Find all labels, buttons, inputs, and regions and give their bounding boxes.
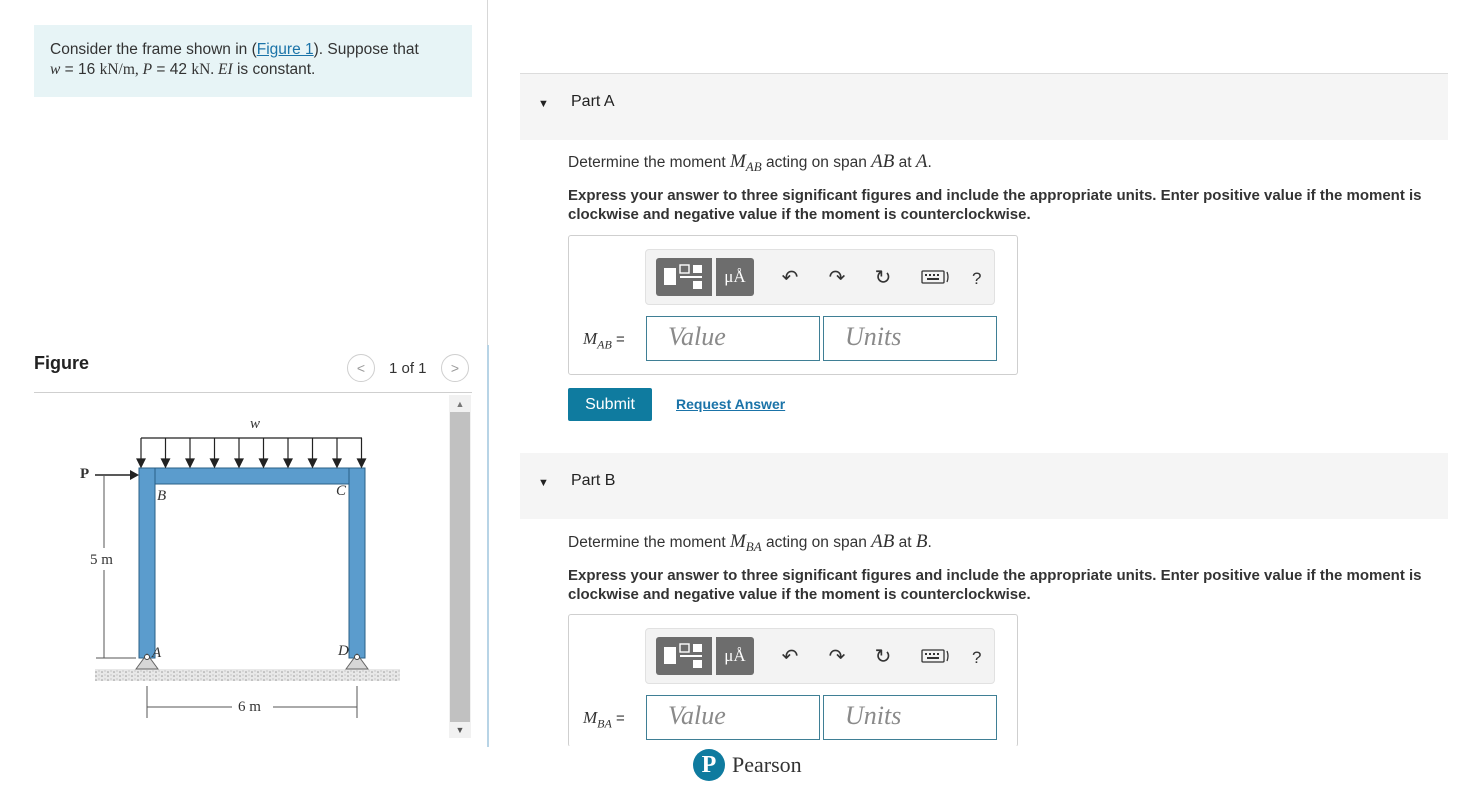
problem-line-1 — [50, 40, 456, 60]
next-figure-button[interactable] — [441, 354, 469, 382]
caret-down-icon: ▼ — [538, 477, 549, 489]
scroll-down-icon[interactable]: ▼ — [455, 724, 465, 735]
panel-resize-handle[interactable] — [487, 345, 489, 747]
beam-bc — [139, 468, 365, 484]
moment-symbol: M — [729, 151, 746, 172]
load-arrowhead — [235, 459, 243, 467]
templates-icon[interactable] — [656, 258, 712, 296]
pearson-logo — [693, 749, 802, 781]
pearson-mark-icon: P — [693, 749, 725, 781]
load-arrowhead — [211, 459, 219, 467]
part-a-instructions: Express your answer to three significant figures and include the appropriate units. Enter positive value if the moment is clockwise and negative value if the moment is counterclockwise. — [568, 187, 1422, 223]
redo-icon[interactable]: ↷ — [828, 645, 846, 668]
part-a-question — [568, 151, 932, 175]
part-b-value-input[interactable]: Value — [646, 695, 820, 740]
problem-text: ). Suppose that — [313, 41, 419, 58]
variable-symbol: M — [583, 708, 598, 727]
question-text: Determine the moment — [568, 534, 730, 551]
column-ab — [139, 468, 155, 658]
frame-figure — [70, 398, 415, 728]
span-symbol: AB — [871, 151, 895, 172]
point-symbol: B — [915, 531, 928, 552]
help-icon[interactable]: ? — [972, 648, 982, 667]
figure-pager-count: 1 of 1 — [389, 360, 427, 377]
templates-icon[interactable] — [656, 637, 712, 675]
equals-sign: = — [611, 710, 625, 727]
equals-sign: = — [611, 331, 625, 348]
reset-icon[interactable]: ↻ — [874, 645, 892, 668]
span-label: 6 m — [238, 699, 261, 715]
figure-heading: Figure — [34, 353, 90, 373]
scroll-up-icon[interactable]: ▲ — [455, 398, 465, 409]
pearson-wordmark: Pearson — [732, 752, 802, 777]
submit-button[interactable]: Submit — [568, 388, 652, 421]
part-b-variable-label — [583, 708, 625, 731]
joint-label-d: D — [338, 643, 349, 659]
load-arrowhead — [309, 459, 317, 467]
question-text: acting on span — [761, 534, 872, 551]
question-text: at — [894, 154, 916, 171]
viewport-cutoff — [500, 746, 1460, 804]
point-load-p — [95, 470, 139, 480]
question-text: Determine the moment — [568, 154, 730, 171]
part-b-toolbar — [645, 628, 995, 684]
joint-label-c: C — [336, 483, 347, 499]
units-icon[interactable]: μÅ — [716, 258, 754, 296]
point-symbol: A — [915, 151, 928, 172]
part-a-value-input[interactable]: Value — [646, 316, 820, 361]
p-symbol: P — [142, 61, 153, 78]
keyboard-icon[interactable] — [921, 266, 951, 288]
previous-figure-button[interactable] — [347, 354, 375, 382]
undo-icon[interactable]: ↶ — [781, 266, 799, 289]
question-text: . — [927, 154, 932, 171]
variable-symbol: M — [583, 329, 598, 348]
moment-subscript: AB — [745, 159, 762, 175]
moment-symbol: M — [729, 531, 746, 552]
joint-label-b: B — [157, 488, 167, 504]
part-b-header[interactable] — [520, 453, 1448, 519]
load-arrowhead — [358, 459, 366, 467]
units-icon[interactable]: μÅ — [716, 637, 754, 675]
column-cd — [349, 468, 365, 658]
problem-text: is constant. — [232, 61, 316, 78]
chevron-right-icon: > — [450, 360, 460, 376]
p-unit: kN. — [191, 61, 219, 78]
part-a-title: Part A — [571, 93, 615, 110]
load-arrowhead — [260, 459, 268, 467]
variable-subscript: AB — [597, 337, 612, 352]
help-icon[interactable]: ? — [972, 269, 982, 288]
problem-line-2 — [50, 60, 456, 80]
request-answer-link[interactable]: Request Answer — [676, 396, 786, 412]
redo-icon[interactable]: ↷ — [828, 266, 846, 289]
load-arrowhead — [162, 459, 170, 467]
height-label: 5 m — [90, 552, 113, 568]
w-value: = 16 — [60, 61, 100, 78]
caret-down-icon: ▼ — [538, 98, 549, 110]
panel-divider — [487, 0, 488, 345]
chevron-left-icon: < — [356, 360, 366, 376]
load-label: w — [250, 416, 261, 432]
figure-divider — [34, 392, 472, 393]
force-label: P — [80, 466, 90, 482]
undo-icon[interactable]: ↶ — [781, 645, 799, 668]
figure-scrollbar-thumb[interactable] — [450, 412, 470, 722]
load-arrowhead — [137, 459, 145, 467]
problem-statement — [34, 25, 472, 97]
ground — [95, 669, 400, 681]
part-a-units-input[interactable]: Units — [823, 316, 997, 361]
reset-icon[interactable]: ↻ — [874, 266, 892, 289]
part-b-instructions: Express your answer to three significant figures and include the appropriate units. Enter positive value if the moment is clockwise and negative value if the moment is counterclockwise. — [568, 567, 1422, 603]
part-b-title: Part B — [571, 472, 616, 489]
problem-text: Consider the frame shown in ( — [50, 41, 257, 58]
p-value: = 42 — [152, 61, 192, 78]
keyboard-icon[interactable] — [921, 645, 951, 667]
w-symbol: w — [50, 61, 61, 78]
load-arrowhead — [186, 459, 194, 467]
distributed-load — [137, 438, 366, 467]
part-b-units-input[interactable]: Units — [823, 695, 997, 740]
question-text: at — [894, 534, 916, 551]
load-arrowhead — [284, 459, 292, 467]
w-unit: kN/m, — [99, 61, 143, 78]
load-arrowhead — [333, 459, 341, 467]
question-text: . — [927, 534, 932, 551]
part-b-question — [568, 531, 932, 555]
span-symbol: AB — [871, 531, 895, 552]
ei-symbol: EI — [218, 61, 233, 78]
figure-link[interactable]: Figure 1 — [256, 41, 314, 58]
question-text: acting on span — [761, 154, 872, 171]
joint-label-a: A — [152, 645, 162, 661]
variable-subscript: BA — [597, 716, 612, 731]
part-a-toolbar — [645, 249, 995, 305]
part-a-header[interactable] — [520, 73, 1448, 140]
moment-subscript: BA — [745, 539, 762, 555]
part-a-variable-label — [583, 329, 625, 352]
